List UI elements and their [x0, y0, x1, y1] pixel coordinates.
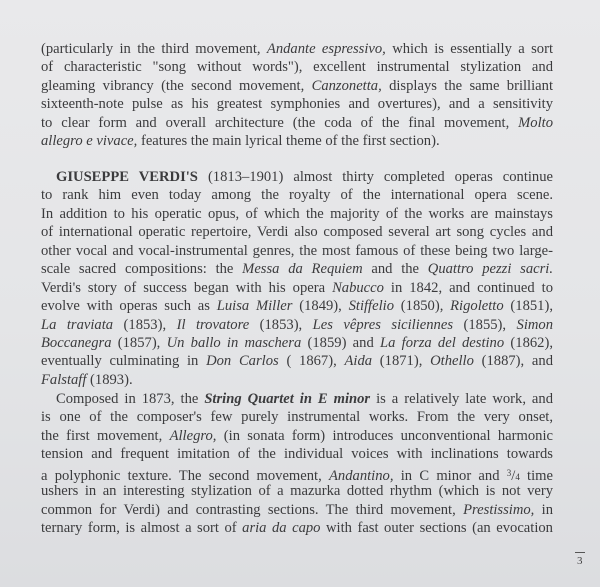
- italic-title: La forza del destino: [380, 334, 505, 351]
- text-run: (particularly in the third movement,: [41, 41, 267, 57]
- text-run: (1893).: [86, 371, 133, 388]
- text-run: (in sonata form) introduces unconventional harmonic: [216, 427, 553, 444]
- text-run: in: [534, 501, 554, 518]
- text-run: ( 1867),: [278, 353, 345, 370]
- italic-title: Stiffelio: [348, 298, 394, 315]
- italic-title: La traviata: [41, 316, 114, 333]
- text-run: a polyphonic texture. The second movement,: [41, 467, 330, 484]
- text-run: is a relatively late work, and: [370, 391, 554, 407]
- text-run: the first movement,: [41, 427, 170, 444]
- text-run: evolve with operas such as: [41, 298, 217, 315]
- page-number: 3: [575, 552, 585, 567]
- text-line: [41, 408, 553, 426]
- text-run: 3: [506, 467, 512, 478]
- text-run: to clear form and overall architecture (the coda of the final movement,: [41, 114, 519, 131]
- text-run: common for Verdi) and contrasting sections. The third movement,: [41, 501, 464, 518]
- text-line: [41, 390, 553, 408]
- italic-title: allegro e vivace,: [41, 133, 138, 150]
- text-run: (1853),: [249, 316, 313, 333]
- text-run: (1855),: [453, 316, 517, 333]
- text-run: ternary form, is almost a sort of: [41, 520, 243, 537]
- text-line: [41, 40, 553, 58]
- text-run: (1857),: [111, 334, 167, 351]
- paragraph-verdi-biography: [41, 168, 553, 389]
- text-run: eventually culminating in: [41, 353, 207, 370]
- text-line: [41, 297, 553, 315]
- text-run: Composed in 1873, the: [56, 391, 205, 407]
- italic-title: Falstaff: [41, 371, 87, 388]
- text-run: scale sacred compositions: the: [41, 261, 243, 278]
- text-run: (1853),: [113, 316, 177, 333]
- text-line: [41, 316, 553, 334]
- text-run: (1849),: [292, 298, 349, 315]
- text-run: (1871),: [372, 353, 431, 370]
- text-line: [41, 334, 553, 352]
- italic-title: Luisa Miller: [216, 298, 293, 315]
- text-run: (1862),: [504, 334, 553, 351]
- text-run: in 1842, and continued to: [383, 279, 553, 296]
- italic-title: Othello: [430, 353, 474, 370]
- italic-title: Molto: [518, 114, 553, 131]
- text-run: to rank him even today among the royalty of the international opera scene.: [41, 187, 553, 204]
- text-line: [41, 501, 553, 519]
- text-line: [41, 205, 553, 223]
- italic-title: Boccanegra: [41, 334, 112, 351]
- text-run: 4: [515, 471, 520, 482]
- text-run: time: [519, 467, 553, 484]
- text-line: [41, 352, 553, 370]
- text-run: other vocal and vocal-instrumental genres, the most famous of these being two large-: [41, 242, 553, 259]
- text-run: tension and frequent imitation of the individual voices with inclinations towards: [41, 446, 553, 463]
- text-line: [41, 464, 553, 482]
- text-line: [41, 242, 553, 260]
- text-line: [41, 186, 553, 204]
- italic-title: Don Carlos: [206, 353, 279, 370]
- text-line: [41, 260, 553, 278]
- text-run: in C minor and: [393, 467, 507, 484]
- italic-title: Andantino,: [329, 467, 394, 484]
- italic-title: Prestissimo,: [463, 501, 535, 518]
- italic-title: Messa da Requiem: [242, 261, 363, 278]
- text-line: [41, 519, 553, 537]
- text-line: [41, 132, 553, 150]
- text-run: of characteristic "song without words"), excellent instrumental stylization and: [41, 59, 553, 76]
- text-line: [41, 279, 553, 297]
- italic-title: aria da capo: [242, 520, 321, 537]
- italic-title: String Quartet in E minor: [204, 391, 371, 407]
- text-run: (1813–1901) almost thirty completed operas continue: [197, 169, 554, 185]
- text-run: (1850),: [394, 298, 451, 315]
- composer-name: GIUSEPPE VERDI'S: [56, 169, 198, 185]
- text-line: [41, 58, 553, 76]
- text-line: [41, 77, 553, 95]
- text-run: (1887), and: [473, 353, 553, 370]
- italic-title: Il trovatore: [176, 316, 250, 333]
- text-run: and the: [362, 261, 428, 278]
- text-run: which is essentially a sort: [385, 41, 553, 57]
- text-run: gleaming vibrancy (the second movement,: [41, 77, 312, 94]
- italic-title: Aida: [344, 353, 373, 370]
- text-run: (1851),: [503, 298, 553, 315]
- italic-title: Allegro,: [169, 427, 217, 444]
- text-run: Verdi's story of success began with his opera: [41, 279, 333, 296]
- text-run: of international operatic repertoire, Verdi also composed several art song cycles and: [41, 224, 553, 241]
- italic-title: Canzonetta,: [311, 77, 382, 94]
- italic-title: Nabucco: [332, 279, 384, 296]
- text-line: [41, 223, 553, 241]
- italic-title: Quattro pezzi sacri.: [427, 261, 554, 278]
- text-line: [41, 482, 553, 500]
- text-run: is one of the composer's few purely instrumental works. From the very onset,: [41, 409, 553, 426]
- text-run: /: [511, 467, 516, 484]
- text-line: [41, 95, 553, 113]
- text-run: In addition to his operatic opus, of which the majority of the works are mainstays: [41, 205, 553, 222]
- italic-title: Les vêpres siciliennes: [312, 316, 454, 333]
- text-line: [41, 445, 553, 463]
- text-run: with fast outer sections (an evocation: [320, 520, 553, 537]
- text-line: [41, 427, 553, 445]
- text-line: [41, 371, 553, 389]
- italic-title: Un ballo in maschera: [166, 334, 302, 351]
- italic-title: Simon: [516, 316, 553, 333]
- paragraph-verdi-string-quartet: [41, 390, 553, 538]
- text-line: [41, 114, 553, 132]
- italic-title: Andante espressivo,: [266, 41, 386, 57]
- text-line: [41, 168, 553, 186]
- text-run: ushers in an interesting stylization of a mazurka dotted rhythm (which is not very: [41, 483, 553, 500]
- text-run: displays the same brilliant: [381, 77, 553, 94]
- text-run: (1859) and: [301, 334, 380, 351]
- text-run: features the main lyrical theme of the first section).: [137, 133, 440, 150]
- paragraph-mendelssohn-conclusion: [41, 40, 553, 151]
- italic-title: Rigoletto: [450, 298, 504, 315]
- text-run: sixteenth-note pulse as his greatest symphonies and overtures), and a sensitivity: [41, 96, 553, 113]
